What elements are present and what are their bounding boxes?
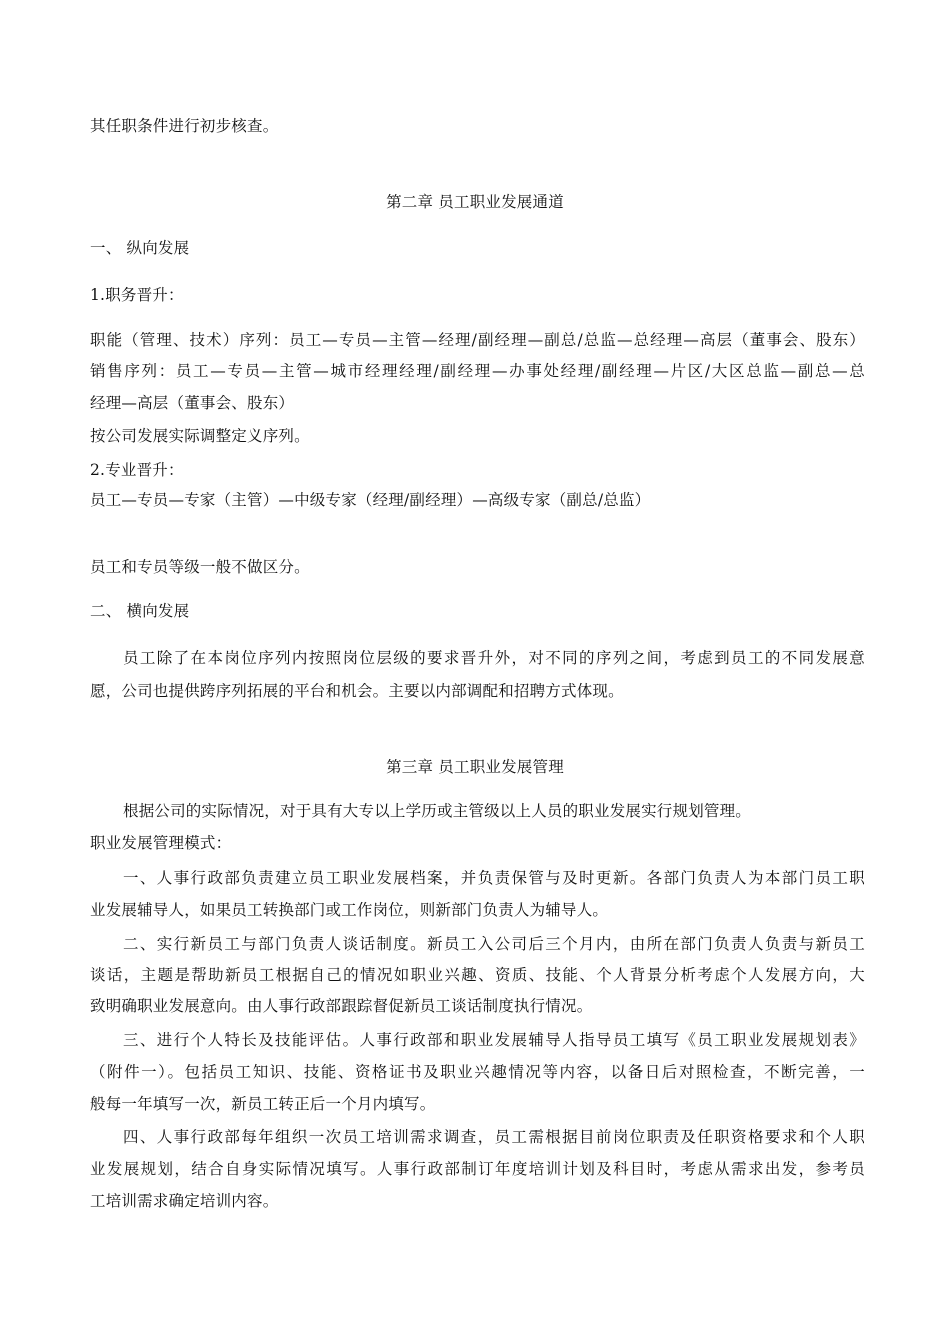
horizontal-line1: 员工除了在本岗位序列内按照岗位层级的要求晋升外，对不同的序列之间，考虑到员工的不同发展意 <box>123 649 865 667</box>
mode-heading: 职业发展管理模式： <box>90 834 232 852</box>
chapter3-title: 第三章 员工职业发展管理 <box>386 758 564 776</box>
p1-line1: 一、人事行政部负责建立员工职业发展档案，并负责保管与及时更新。各部门负责人为本部门员工职 <box>123 869 865 887</box>
continuation-text: 其任职条件进行初步核查。 <box>90 117 279 135</box>
section2-heading: 二、 横向发展 <box>90 602 190 620</box>
p3-line3: 般每一年填写一次，新员工转正后一个月内填写。 <box>90 1095 436 1113</box>
adjust-note: 按公司发展实际调整定义序列。 <box>90 427 310 445</box>
p2-line2: 谈话，主题是帮助新员工根据自己的情况如职业兴趣、资质、技能、个人背景分析考虑个人发展方向，大 <box>90 966 865 984</box>
chapter2-title: 第二章 员工职业发展通道 <box>386 193 564 211</box>
sales-sequence-line2: 经理—高层（董事会、股东） <box>90 394 295 412</box>
chapter3-intro: 根据公司的实际情况，对于具有大专以上学历或主管级以上人员的职业发展实行规划管理。 <box>123 802 752 820</box>
section1-heading: 一、 纵向发展 <box>90 239 190 257</box>
p3-line2: （附件一）。包括员工知识、技能、资格证书及职业兴趣情况等内容，以备日后对照检查，不断完善，一 <box>90 1063 865 1081</box>
p3-line1: 三、进行个人特长及技能评估。人事行政部和职业发展辅导人指导员工填写《员工职业发展规划表》 <box>123 1031 865 1049</box>
p4-line1: 四、人事行政部每年组织一次员工培训需求调查，员工需根据目前岗位职责及任职资格要求和个人职 <box>123 1128 865 1146</box>
item2-heading: 2.专业晋升： <box>90 461 184 479</box>
functional-sequence: 职能（管理、技术）序列：员工—专员—主管—经理/副经理—副总/总监—总经理—高层（董事会、股东） <box>90 331 865 349</box>
p4-line2: 业发展规划，结合自身实际情况填写。人事行政部制订年度培训计划及科目时，考虑从需求出发，参考员 <box>90 1160 865 1178</box>
p2-line3: 致明确职业发展意向。由人事行政部跟踪督促新员工谈话制度执行情况。 <box>90 997 593 1015</box>
level-note: 员工和专员等级一般不做区分。 <box>90 558 310 576</box>
p1-line2: 业发展辅导人，如果员工转换部门或工作岗位，则新部门负责人为辅导人。 <box>90 901 609 919</box>
p4-line3: 工培训需求确定培训内容。 <box>90 1192 279 1210</box>
sales-sequence-line1: 销售序列：员工—专员—主管—城市经理经理/副经理—办事处经理/副经理—片区/大区总监—副总—总 <box>90 362 865 380</box>
item1-heading: 1.职务晋升： <box>90 286 184 304</box>
horizontal-line2: 愿，公司也提供跨序列拓展的平台和机会。主要以内部调配和招聘方式体现。 <box>90 682 624 700</box>
professional-sequence: 员工—专员—专家（主管）—中级专家（经理/副经理）—高级专家（副总/总监） <box>90 491 651 509</box>
p2-line1: 二、实行新员工与部门负责人谈话制度。新员工入公司后三个月内，由所在部门负责人负责与新员工 <box>123 935 865 953</box>
